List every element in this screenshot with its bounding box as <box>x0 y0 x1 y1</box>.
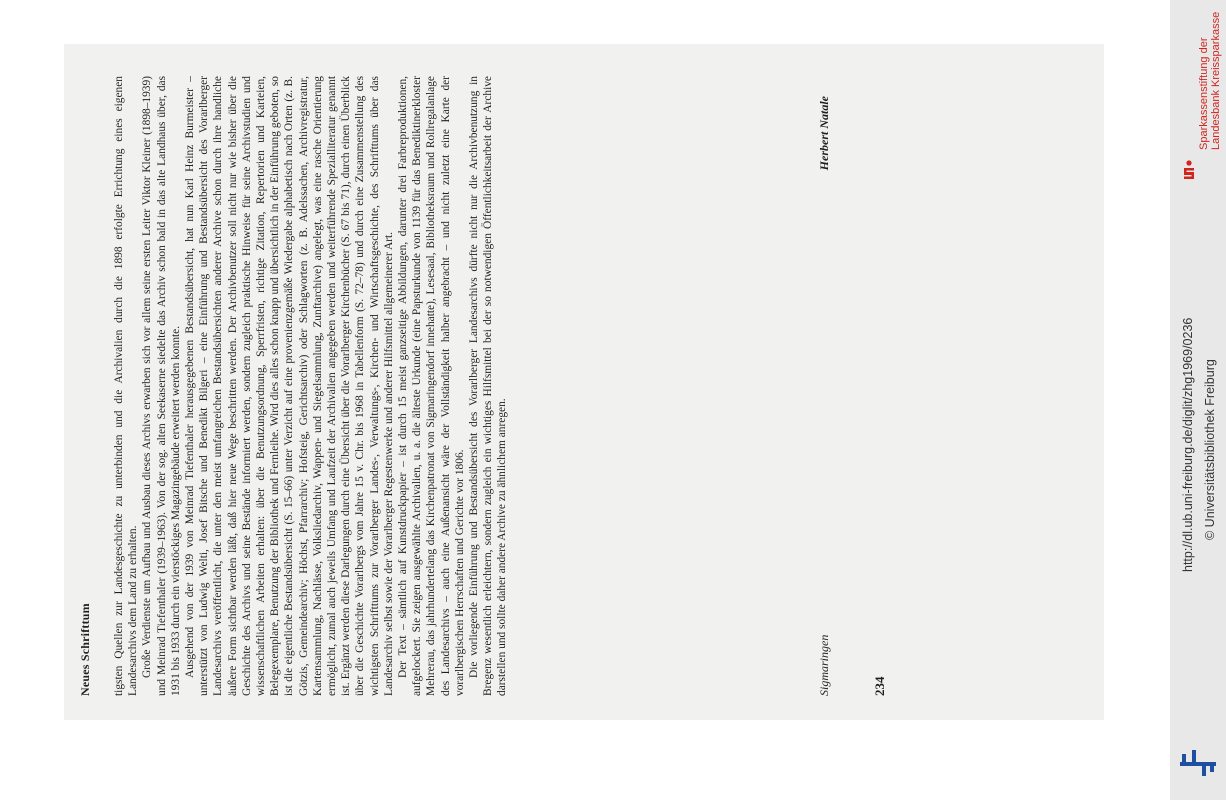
running-header: Neues Schrifttum <box>78 603 92 696</box>
place-name: Sigmaringen <box>817 634 831 696</box>
paragraph: Ausgehend von der 1939 von Meinrad Tiefenthaler herausgegebenen Bestandsübersicht, hat nun Karl Heinz Burmeister – unterstützt von Ludwig Welti, Josef Bitsche und Benedikt Bilgeri – eine Einführung und Bestandsübersicht des Vorarlberger Landesarchivs veröffentlicht, die unter den meist umfangreichen Bestandsübersichten anderer Archive schon durch ihre handliche äußere Form sichtbar werden läßt, daß hier neue Wege beschritten werden. Der Archivbenutzer soll nicht nur wie bisher über die Geschichte des Archivs und seine Bestände informiert werden, sondern zugleich praktische Hinweise für seine Archivstudien und wissenschaftlichen Arbeiten erhalten: über die Benutzungsordnung, Sperrfristen, richtige Zitation, Repertorien und Karteien, Belegexemplare, Benutzung der Bibliothek und Fernleihe. Wird dies alles schon knapp und übersichtlich in der Einführung geboten, so ist die eigentliche Bestandsübersicht (S. 15–66) unter Verzicht auf eine provenienzgemäße Wiedergabe alphabetisch nach Orten (z. B. Götzis, Gemeindearchiv; Höchst, Pfarrarchiv; Hofsteig, Gerichtsarchiv) oder Schlagworten (z. B. Adelssachen, Archivregistratur, Kartensammlung, Nachlässe, Volksliedarchiv, Wappen- und Siegelsammlung, Zunftarchive) angelegt, was eine rasche Orientierung ermöglicht, zumal auch jeweils Umfang und Laufzeit der Archivalien angegeben werden und weiterführende Spezialliteratur genannt ist. Ergänzt werden diese Darlegungen durch eine Übersicht über die Vorarlberger Kirchenbücher (S. 67 bis 71), durch einen Überblick über die Geschichte Vorarlbergs vom Jahre 15 v. Chr. bis 1968 in Tabellenform (S. 72–78) und durch eine Zusammenstellung des wichtigsten Schrifttums zur Vorarlberger Landes-, Verwaltungs-, Kirchen- und Wirtschaftsgeschichte, des Schrifttums über das Landesarchiv selbst sowie der Vorarlberger Regestenwerke und anderer Hilfsmittel allgemeinerer Art. <box>184 76 395 696</box>
permalink-url[interactable]: http://dl.ub.uni-freiburg.de/diglit/zhg1969/0236 <box>1181 317 1195 572</box>
signature-line <box>817 76 835 696</box>
paragraph: Große Verdienste um Aufbau und Ausbau dieses Archivs erwarben sich vor allem seine ersten Leiter Viktor Kleiner (1898–1939) und Meinrad Tiefenthaler (1939–1963). Von der sog. alten Seekaserne siedelte das Archiv schon bald in das alte Landhaus über, das 1931 bis 1933 durch ein vierstöckiges Magazingebäude erweitert werden konnte. <box>141 76 182 696</box>
sponsor-line-2: Landesbank Kreissparkasse <box>1210 11 1222 150</box>
paragraph: tigsten Quellen zur Landesgeschichte zu unterbinden und die Archivalien durch die 1898 erfolgte Errichtung eines eigenen Landesarchivs dem Land zu erhalten. <box>113 76 140 696</box>
ub-freiburg-logo-icon[interactable] <box>1176 742 1220 786</box>
sponsor-name <box>1198 12 1222 150</box>
paragraph: Die vorliegende Einführung und Bestandsübersicht des Vorarlberger Landesarchivs dürfte nicht nur die Archivbenutzung in Bregenz wesentlich erleichtern, sondern zugleich ein wichtiges Hilfsmittel bei der so notwendigen Öffentlichkeitsarbeit der Archive darstellen und sollte daher andere Archive zu ähnlichem anregen. <box>468 76 509 696</box>
copyright-notice: © Universitätsbibliothek Freiburg <box>1203 359 1217 540</box>
rotated-page-content <box>72 52 1096 708</box>
page-number: 234 <box>872 676 887 696</box>
paragraph: Der Text – sämtlich auf Kunstdruckpapier – ist durch 15 meist ganzseitige Abbildungen, darunter drei Farbreproduktionen, aufgelockert. Sie zeigen ausgewählte Archivalien, u. a. die älteste Urkunde (eine Papsturkunde von 1139 für das Benediktinerkloster Mehrerau, das jahrhundertelang das Kirchenpatronat von Sigmaringendorf innehatte), Lesesaal, Bibliotheksraum und Rollregalanlage des Landesarchivs – auch eine Außenansicht wäre der Vollständigkeit halber angebracht – und nicht zuletzt eine Karte der vorarlbergischen Herrschaften und Gerichte vor 1806. <box>397 76 466 696</box>
sponsor-line-1: Sparkassenstiftung der <box>1198 37 1210 150</box>
sparkasse-s-icon <box>1182 160 1196 180</box>
article-body <box>112 76 510 696</box>
author-name: Herbert Natale <box>817 96 831 171</box>
